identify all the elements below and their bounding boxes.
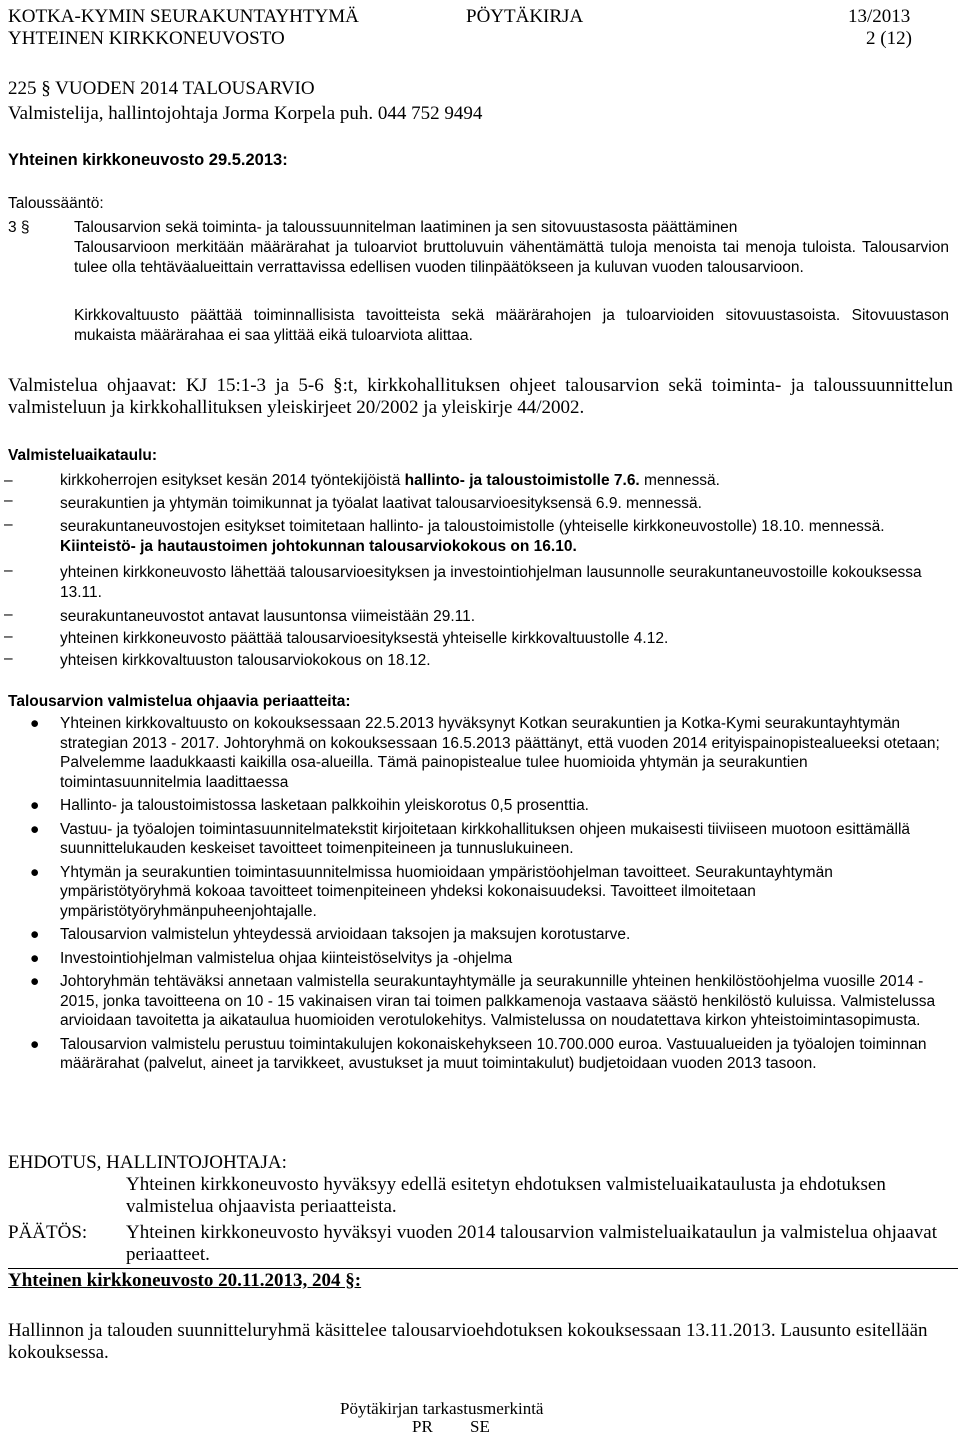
schedule-item-text: kirkkoherrojen esitykset kesän 2014 työntekijöistä xyxy=(60,472,405,489)
principle-text: Investointiohjelman valmistelua ohjaa kiinteistöselvitys ja -ohjelma xyxy=(60,949,513,967)
principles-heading: Talousarvion valmistelua ohjaavia periaatteita: xyxy=(8,693,351,710)
principle-item xyxy=(30,925,950,945)
footer-initials-1: PR xyxy=(412,1417,433,1436)
org-name: KOTKA-KYMIN SEURAKUNTAYHTYMÄ xyxy=(8,6,359,27)
schedule-heading: Valmisteluaikataulu: xyxy=(8,447,158,464)
rules-section: 3 § xyxy=(8,219,30,236)
bullet-marker: ● xyxy=(30,926,40,943)
rules-heading: Taloussääntö: xyxy=(8,195,104,212)
preparer-line: Valmistelija, hallintojohtaja Jorma Korpela puh. 044 752 9494 xyxy=(8,103,483,124)
schedule-item xyxy=(4,649,945,671)
proposal-label: EHDOTUS, HALLINTOJOHTAJA: xyxy=(8,1152,287,1173)
principle-item xyxy=(30,714,950,792)
schedule-item-bold: hallinto- ja taloustoimistolle 7.6. xyxy=(404,472,640,489)
proposal-text: Yhteinen kirkkoneuvosto hyväksyy edellä esitetyn ehdotuksen valmisteluaikataulusta ja ehdotuksen valmistelua ohjaavista periaatteista. xyxy=(126,1174,886,1217)
page-number: 2 (12) xyxy=(866,28,912,49)
schedule-item-text: yhteinen kirkkoneuvosto päättää talousarvioesityksestä yhteiselle kirkkovaltuustolle 4.12. xyxy=(60,630,669,647)
schedule-item xyxy=(4,605,945,627)
dash-marker: – xyxy=(4,562,13,579)
principle-item xyxy=(30,863,950,922)
section-divider xyxy=(8,1268,958,1269)
principles-list xyxy=(30,714,950,1074)
rules-paragraph-2: Kirkkovaltuusto päättää toiminnallisista tavoitteista sekä määrärahojen ja tuloarvioiden sitovuustasoista. Sitovuustason mukaista määrärahaa ei saa ylittää eikä tuloarviota alittaa. xyxy=(74,307,949,344)
decision-label: PÄÄTÖS: xyxy=(8,1222,88,1243)
principle-text: Talousarvion valmistelun yhteydessä arvioidaan taksojen ja maksujen korotustarve. xyxy=(60,926,631,943)
principle-item xyxy=(30,1035,950,1074)
meeting-heading-1: Yhteinen kirkkoneuvosto 29.5.2013: xyxy=(8,151,288,169)
principle-text: Hallinto- ja taloustoimistossa lasketaan palkkoihin yleiskorotus 0,5 prosenttia. xyxy=(60,797,589,814)
principle-text: Yhteinen kirkkovaltuusto on kokouksessaan 22.5.2013 hyväksynyt Kotkan seurakuntien ja Kotka-Kymi seurakuntayhtymän strategian 2013 - 2017. Johtoryhmä on kokouksessaan 16.5.2013 päättänyt, että vuoden 2014 erityispainopistealueeksi otetaan; Palvelemme laadukkaasti kaikilla osa-alueilla. Tämä painopistealue tulee huomioida yhtymän ja seurakuntien toimintasuunnitelmia laadittaessa xyxy=(60,715,940,791)
schedule-item-tail: mennessä. xyxy=(639,472,720,489)
schedule-item xyxy=(4,627,945,649)
item-title: 225 § VUODEN 2014 TALOUSARVIO xyxy=(8,78,315,99)
schedule-item xyxy=(4,561,945,605)
meeting-heading-2: Yhteinen kirkkoneuvosto 20.11.2013, 204 §: xyxy=(8,1270,362,1291)
decision-text: Yhteinen kirkkoneuvosto hyväksyi vuoden 2014 talousarvion valmisteluaikataulun ja valmistelua ohjaavat periaatteet. xyxy=(126,1222,938,1265)
doc-type: PÖYTÄKIRJA xyxy=(466,6,584,27)
dash-marker: – xyxy=(4,628,13,645)
schedule-item-text: yhteinen kirkkoneuvosto lähettää talousarvioesityksen ja investointiohjelman lausunnolle seurakuntaneuvostoille kokouksessa 13.11. xyxy=(60,564,922,601)
dash-marker: – xyxy=(4,516,13,533)
meeting-2-text: Hallinnon ja talouden suunnitteluryhmä käsittelee talousarvioehdotuksen kokouksessaan 13.11.2013. Lausunto esitellään kokouksessa. xyxy=(8,1320,928,1363)
dash-marker: – xyxy=(4,606,13,623)
bullet-marker: ● xyxy=(30,863,40,881)
schedule-item-text: yhteisen kirkkovaltuuston talousarviokokous on 18.12. xyxy=(60,652,431,669)
rules-paragraph-1: Talousarvioon merkitään määrärahat ja tuloarviot bruttoluvuin vähentämättä tuloja menoista tai menoja tuloista. Talousarvion tulee olla tehtäväalueittain verrattavissa edellisen vuoden tilinpäätökseen ja kuluvan vuoden talousarvioon. xyxy=(74,239,949,276)
bullet-marker: ● xyxy=(30,820,40,838)
bullet-marker: ● xyxy=(30,715,40,732)
doc-number: 13/2013 xyxy=(848,6,911,27)
principle-text: Talousarvion valmistelu perustuu toimintakulujen kokonaiskehykseen 10.700.000 euroa. Vastuualueiden ja työalojen toiminnan määrärahat (palvelut, aineet ja tarvikkeet, avustukset ja muut toimintakulut) budjetoidaan vuoden 2013 tasoon. xyxy=(60,1035,927,1072)
principle-text: Johtoryhmän tehtäväksi annetaan valmistella seurakuntayhtymälle ja seurakunnille yhteinen henkilöstöohjelma vuosille 2014 - 2015, jonka tavoitteena on 10 - 15 vakinaisen viran tai toimen palkkamenoja vastaava säästö henkilöstö kuluissa. Valmistelussa arvioidaan tavoitetta ja aikataulua huomioiden verotulokehitys. Valmistelussa on noudatettava kirkon yhteistoimintasopimusta. xyxy=(60,973,936,1029)
footer-label: Pöytäkirjan tarkastusmerkintä xyxy=(340,1399,544,1418)
footer-initials-2: SE xyxy=(470,1417,490,1436)
bullet-marker: ● xyxy=(30,973,40,990)
principle-item xyxy=(30,796,950,816)
principle-item xyxy=(30,820,950,859)
dash-marker: – xyxy=(4,472,13,489)
bullet-marker: ● xyxy=(30,1035,40,1053)
schedule-item-text: seurakuntien ja yhtymän toimikunnat ja työalat laativat talousarvioesityksensä 6.9. mennessä. xyxy=(60,495,702,512)
dash-marker: – xyxy=(4,492,13,509)
board-name: YHTEINEN KIRKKONEUVOSTO xyxy=(8,28,285,49)
guidance-paragraph: Valmistelua ohjaavat: KJ 15:1-3 ja 5-6 §:t, kirkkohallituksen ohjeet talousarvion sekä toiminta- ja taloussuunnittelun valmisteluun ja kirkkohallituksen yleiskirjeet 20/2002 ja yleiskirje 44/2002. xyxy=(8,375,953,418)
schedule-item xyxy=(4,491,945,515)
rules-line-1: Talousarvion sekä toiminta- ja taloussuunnitelman laatiminen ja sen sitovuustasosta päättäminen xyxy=(74,219,738,236)
schedule-item xyxy=(4,515,945,561)
principle-item xyxy=(30,949,950,969)
dash-marker: – xyxy=(4,650,13,667)
principle-text: Vastuu- ja työalojen toimintasuunnitelmatekstit kirjoitetaan kirkkohallituksen ohjeen mukaisesti tiiviiseen muotoon esittämällä suunnittelukauden keskeiset tavoitteet toimenpiteineen ja tunnuslukuineen. xyxy=(60,820,911,857)
schedule-item xyxy=(4,471,945,491)
principle-text: Yhtymän ja seurakuntien toimintasuunnitelmissa huomioidaan ympäristöohjelman tavoitteet. Seurakuntayhtymän ympäristötyöryhmä kokoaa tavoitteet toimenpiteineen yhdeksi kokonaisuudeksi. Tavoitteet ilmoitetaan ympäristötyöryhmänpuheenjohtajalle. xyxy=(60,863,833,920)
schedule-list xyxy=(4,471,945,671)
schedule-item-text: seurakuntaneuvostot antavat lausuntonsa viimeistään 29.11. xyxy=(60,608,476,625)
schedule-item-bold: Kiinteistö- ja hautaustoimen johtokunnan talousarviokokous on 16.10. xyxy=(60,537,577,555)
bullet-marker: ● xyxy=(30,797,40,814)
schedule-item-text: seurakuntaneuvostojen esitykset toimitetaan hallinto- ja taloustoimistolle (yhteiselle kirkkoneuvostolle) 18.10. mennessä. xyxy=(60,518,885,535)
bullet-marker: ● xyxy=(30,949,40,967)
principle-item xyxy=(30,972,950,1031)
